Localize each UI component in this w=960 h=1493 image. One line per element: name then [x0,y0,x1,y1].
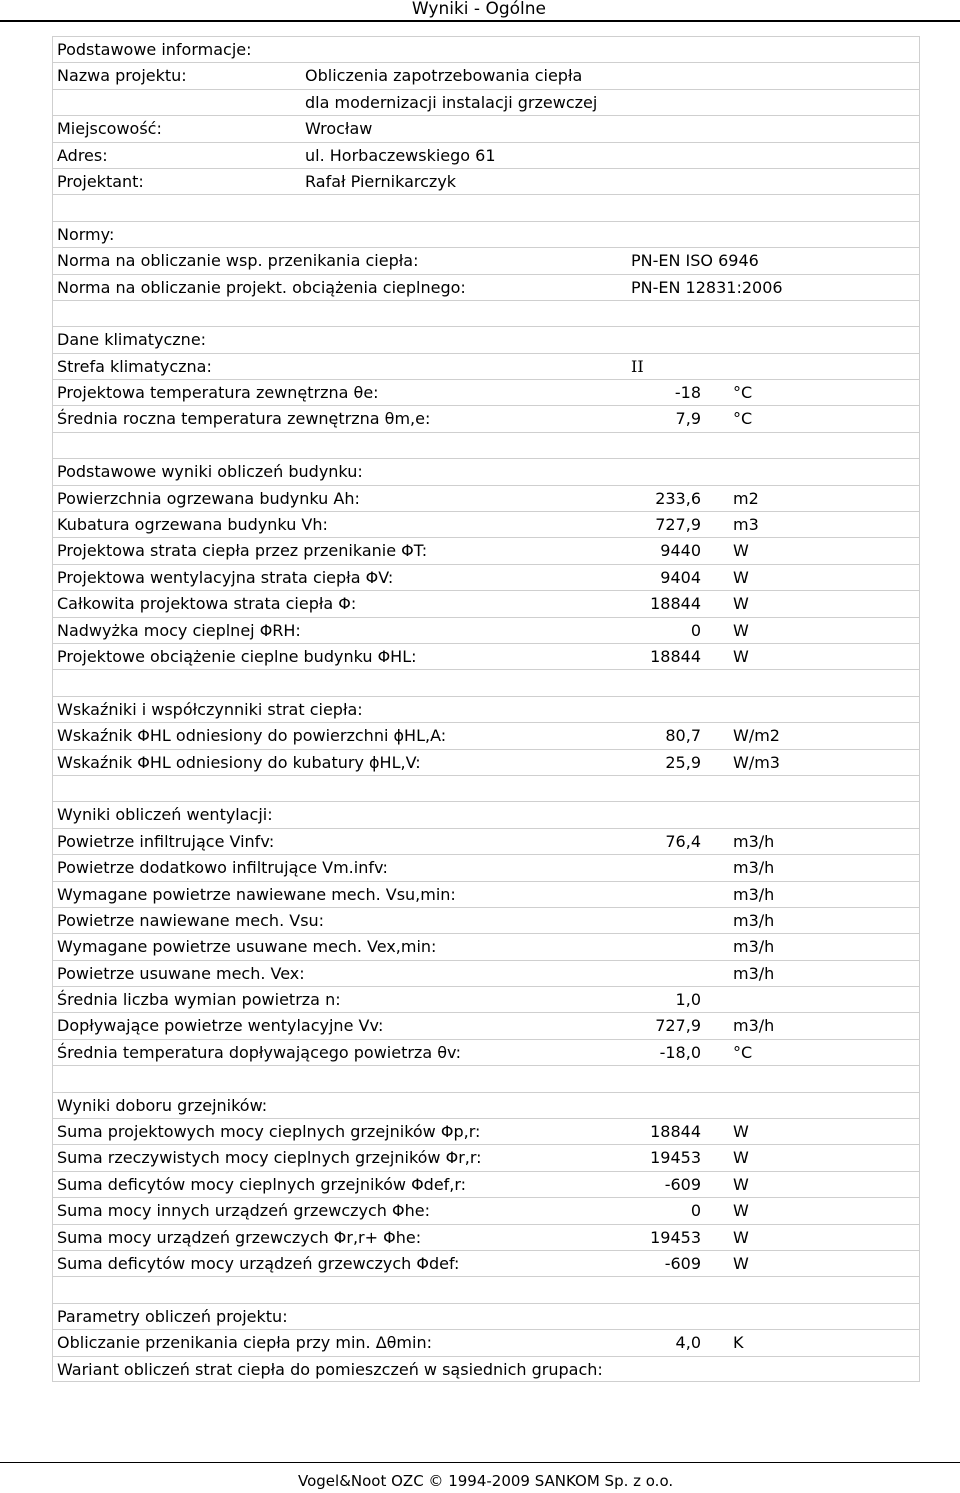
field-value: 76,4 [665,831,701,851]
table-row [53,1118,919,1144]
table-row [53,1303,919,1329]
table-row [53,564,919,590]
table-row [53,1224,919,1250]
field-label: Projektowa strata ciepła przez przenikanie ΦT: [57,541,428,561]
field-value: 233,6 [655,488,701,508]
field-unit: m3/h [733,831,775,851]
table-row [53,274,919,300]
field-unit: W [733,1201,749,1221]
field-label: Adres: [57,145,108,165]
field-label: Powietrze dodatkowo infiltrujące Vm.infv: [57,858,388,878]
designer-value: Rafał Piernikarczyk [305,171,457,191]
table-row [53,643,919,669]
header-divider [0,20,960,22]
table-row [53,379,919,405]
field-unit: W [733,1227,749,1247]
field-value: 80,7 [665,726,701,746]
field-label: Suma deficytów mocy cieplnych grzejników Φdef,r: [57,1174,467,1194]
field-unit: m3/h [733,884,775,904]
field-value: 7,9 [675,409,701,429]
field-value: 25,9 [665,752,701,772]
field-unit: m3/h [733,858,775,878]
field-label: Dopływające powietrze wentylacyjne Vv: [57,1016,384,1036]
spacer-row [53,775,919,801]
field-value: 727,9 [655,515,701,535]
project-name-line1: Obliczenia zapotrzebowania ciepła [305,66,583,86]
table-row [53,1144,919,1170]
field-label: Suma mocy innych urządzeń grzewczych Φhe: [57,1201,430,1221]
field-value: 4,0 [675,1333,701,1353]
table-row [53,617,919,643]
table-row [53,749,919,775]
field-unit: m3/h [733,1016,775,1036]
table-row [53,1012,919,1038]
field-label: Norma na obliczanie projekt. obciążenia cieplnego: [57,277,466,297]
field-label: Wskaźnik ΦHL odniesiony do powierzchni ϕHL,A: [57,726,447,746]
field-unit: W/m2 [733,726,780,746]
field-unit: W [733,646,749,666]
city-value: Wrocław [305,119,373,139]
field-label: Kubatura ogrzewana budynku Vh: [57,515,328,535]
field-unit: W [733,567,749,587]
section-title: Wyniki doboru grzejników: [57,1095,268,1115]
field-unit: °C [733,409,753,429]
footer-divider [0,1462,960,1463]
table-row [53,485,919,511]
field-label: Średnia temperatura dopływającego powietrza θv: [57,1042,461,1062]
field-unit: m2 [733,488,759,508]
field-label: Całkowita projektowa strata ciepła Φ: [57,594,357,614]
field-unit: K [733,1333,744,1353]
field-unit: W [733,594,749,614]
table-row [53,142,919,168]
section-title: Wskaźniki i współczynniki strat ciepła: [57,699,363,719]
page-title: Wyniki - Ogólne [411,0,546,19]
norm-value: PN-EN ISO 6946 [631,251,759,271]
field-label: Wymagane powietrze usuwane mech. Vex,min: [57,937,437,957]
table-row [53,458,919,484]
field-label: Strefa klimatyczna: [57,356,212,376]
section-title: Parametry obliczeń projektu: [57,1306,288,1326]
field-unit: m3/h [733,937,775,957]
field-label: Wariant obliczeń strat ciepła do pomieszczeń w sąsiednich grupach: [57,1359,603,1379]
field-label: Suma deficytów mocy urządzeń grzewczych Φdef: [57,1253,460,1273]
field-unit: °C [733,1042,753,1062]
spacer-row [53,1065,919,1091]
norm-value: PN-EN 12831:2006 [631,277,783,297]
field-label: Średnia roczna temperatura zewnętrzna θm,e: [57,409,431,429]
table-row [53,1329,919,1355]
field-label: Suma projektowych mocy cieplnych grzejników Φp,r: [57,1122,481,1142]
table-row [53,405,919,431]
field-label: Norma na obliczanie wsp. przenikania ciepła: [57,251,419,271]
field-unit: W/m3 [733,752,780,772]
table-row [53,36,919,62]
field-label: Powierzchnia ogrzewana budynku Ah: [57,488,360,508]
field-value: -18 [674,383,701,403]
field-value: 19453 [650,1148,701,1168]
spacer-row [53,194,919,220]
field-unit: W [733,1122,749,1142]
address-value: ul. Horbaczewskiego 61 [305,145,496,165]
table-row [53,353,919,379]
table-row [53,801,919,827]
spacer-row [53,300,919,326]
section-title: Podstawowe wyniki obliczeń budynku: [57,462,363,482]
field-label: Suma mocy urządzeń grzewczych Φr,r+ Φhe: [57,1227,422,1247]
spacer-row [53,432,919,458]
field-unit: W [733,1253,749,1273]
field-value: -609 [664,1174,701,1194]
field-value: 19453 [650,1227,701,1247]
field-label: Powietrze nawiewane mech. Vsu: [57,910,325,930]
table-row [53,1039,919,1065]
footer-copyright: Vogel&Noot OZC © 1994-2009 SANKOM Sp. z o.o. [298,1472,674,1490]
field-unit: W [733,541,749,561]
table-row [53,828,919,854]
field-unit: W [733,1174,749,1194]
field-label: Projektant: [57,171,144,191]
field-label: Wymagane powietrze nawiewane mech. Vsu,min: [57,884,456,904]
field-value: -609 [664,1253,701,1273]
table-row [53,1250,919,1276]
field-label: Powietrze usuwane mech. Vex: [57,963,305,983]
table-row [53,722,919,748]
field-label: Nazwa projektu: [57,66,187,86]
field-unit: °C [733,383,753,403]
field-label: Obliczanie przenikania ciepła przy min. Δθmin: [57,1333,432,1353]
table-row [53,1092,919,1118]
field-label: Średnia liczba wymian powietrza n: [57,990,341,1010]
field-label: Suma rzeczywistych mocy cieplnych grzejników Φr,r: [57,1148,482,1168]
field-label: Miejscowość: [57,119,162,139]
table-row [53,1197,919,1223]
table-row [53,537,919,563]
table-row [53,960,919,986]
field-unit: m3/h [733,963,775,983]
results-table [52,36,920,1382]
section-title: Dane klimatyczne: [57,330,207,350]
spacer-row [53,1276,919,1302]
table-row [53,1356,919,1382]
table-row [53,696,919,722]
field-value: 1,0 [675,990,701,1010]
field-value: 18844 [650,594,701,614]
table-row [53,881,919,907]
field-label: Nadwyżka mocy cieplnej ΦRH: [57,620,301,640]
table-row [53,221,919,247]
table-row [53,326,919,352]
field-value: 18844 [650,646,701,666]
field-value: -18,0 [659,1042,701,1062]
field-label: Projektowa temperatura zewnętrzna θe: [57,383,379,403]
table-row [53,115,919,141]
field-value: 0 [690,620,701,640]
field-unit: m3/h [733,910,775,930]
table-row [53,986,919,1012]
table-row [53,247,919,273]
field-value: 9404 [660,567,701,587]
project-name-line2: dla modernizacji instalacji grzewczej [305,92,598,112]
table-row [53,907,919,933]
field-label: Powietrze infiltrujące Vinfv: [57,831,275,851]
table-row [53,89,919,115]
table-row [53,62,919,88]
table-row [53,168,919,194]
table-row [53,1171,919,1197]
section-title: Wyniki obliczeń wentylacji: [57,805,273,825]
table-row [53,854,919,880]
field-unit: m3 [733,515,759,535]
table-row [53,933,919,959]
field-unit: W [733,1148,749,1168]
table-row [53,511,919,537]
field-label: Projektowe obciążenie cieplne budynku ΦHL: [57,646,417,666]
field-value: 9440 [660,541,701,561]
field-label: Wskaźnik ΦHL odniesiony do kubatury ϕHL,V: [57,752,421,772]
spacer-row [53,669,919,695]
field-value: 18844 [650,1122,701,1142]
section-title: Normy: [57,224,115,244]
field-value: 727,9 [655,1016,701,1036]
field-label: Projektowa wentylacyjna strata ciepła ΦV: [57,567,394,587]
section-title: Podstawowe informacje: [57,40,252,59]
zone-value: II [631,356,644,376]
field-value: 0 [690,1201,701,1221]
table-row [53,590,919,616]
field-unit: W [733,620,749,640]
